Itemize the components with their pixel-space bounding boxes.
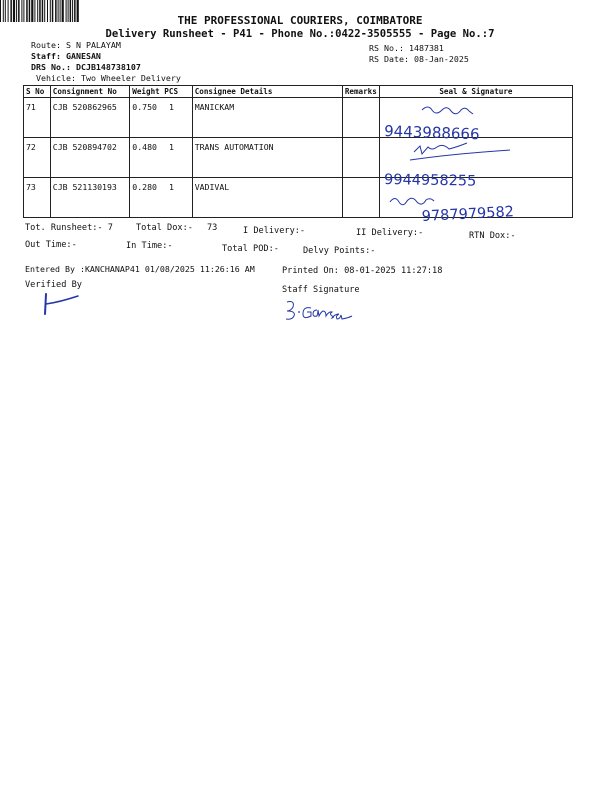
total-dox-label: Total Dox:- (136, 223, 193, 233)
cell-sno: 71 (24, 98, 51, 138)
col-header-weight-pcs (130, 86, 192, 98)
cell-consignee: TRANS AUTOMATION (192, 138, 342, 178)
cell-pcs: 1 (168, 142, 174, 152)
company-title: THE PROFESSIONAL COURIERS, COIMBATORE (177, 14, 423, 27)
col-header-consignment: Consignment No (50, 86, 130, 98)
table-header-row (24, 86, 573, 98)
col-header-sno: S No (24, 86, 51, 98)
verified-by: Verified By (25, 280, 82, 290)
delvy-points: Delvy Points:- (303, 246, 376, 256)
handwritten-phone: 9443988666 (383, 122, 480, 144)
col-header-weight: Weight (132, 87, 160, 96)
verifier-signature (40, 290, 85, 320)
entered-by: Entered By :KANCHANAP41 01/08/2025 11:26:16 AM (25, 264, 255, 274)
cell-weight-pcs (130, 98, 192, 138)
runsheet-subtitle: Delivery Runsheet - P41 - Phone No.:0422-3505555 - Page No.:7 (105, 28, 495, 40)
drs-number: DRS No.: DCJB148738107 (31, 62, 141, 72)
i-delivery: I Delivery:- (243, 226, 306, 236)
tot-runsheet: Tot. Runsheet:- 7 (25, 223, 113, 233)
printed-on: Printed On: 08-01-2025 11:27:18 (282, 266, 443, 276)
signature-scribble (390, 198, 434, 205)
cell-consignee: VADIVAL (192, 178, 342, 218)
cell-sno: 72 (24, 138, 51, 178)
cell-consignment: CJB 520862965 (50, 98, 130, 138)
cell-pcs: 1 (168, 182, 174, 192)
signature-scribble (414, 143, 467, 154)
cell-consignment: CJB 521130193 (50, 178, 130, 218)
col-header-consignee: Consignee Details (192, 86, 342, 98)
cell-consignment: CJB 520894702 (50, 138, 130, 178)
staff-signature (281, 296, 376, 324)
cell-weight-pcs (130, 178, 192, 218)
cell-weight: 0.750 (132, 102, 157, 112)
total-dox-value: 73 (207, 223, 218, 233)
total-pod: Total POD:- (222, 244, 279, 254)
cell-sno: 73 (24, 178, 51, 218)
in-time: In Time:- (126, 241, 173, 251)
cell-weight: 0.280 (132, 182, 157, 192)
handwritten-phone: 9944958255 (383, 172, 477, 190)
rtn-dox: RTN Dox:- (469, 231, 516, 241)
col-header-pcs: PCS (164, 87, 179, 96)
handwritten-phone: 9787979582 (421, 204, 515, 225)
col-header-signature: Seal & Signature (379, 86, 572, 98)
route-label: Route: S N PALAYAM (31, 40, 121, 50)
col-header-remarks: Remarks (342, 86, 379, 98)
rs-number: RS No.: 1487381 (369, 43, 444, 53)
out-time: Out Time:- (25, 240, 77, 250)
staff-label: Staff: GANESAN (31, 51, 101, 61)
cell-pcs: 1 (168, 102, 174, 112)
signature-stroke (410, 150, 510, 160)
cell-weight-pcs (130, 138, 192, 178)
handwritten-signatures (370, 100, 570, 225)
signature-scribble (422, 107, 473, 114)
vehicle-label: Vehicle: Two Wheeler Delivery (36, 73, 181, 83)
rs-date: RS Date: 08-Jan-2025 (369, 54, 469, 64)
cell-weight: 0.480 (132, 142, 157, 152)
ii-delivery: II Delivery:- (356, 228, 424, 238)
cell-consignee: MANICKAM (192, 98, 342, 138)
staff-signature-label: Staff Signature (282, 285, 360, 295)
